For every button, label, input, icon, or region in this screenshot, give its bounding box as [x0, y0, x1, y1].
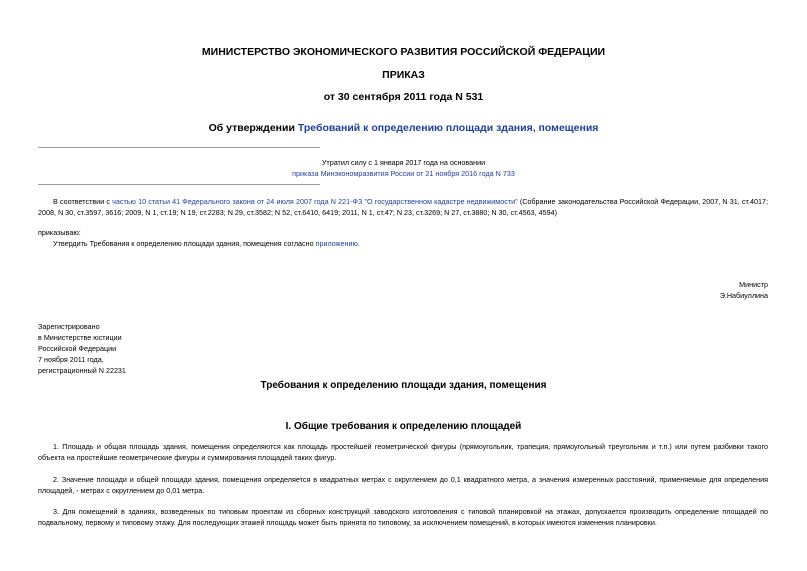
order-suffix: .	[357, 239, 360, 248]
appendix-link[interactable]: приложению	[315, 239, 358, 248]
registration-block	[38, 321, 126, 376]
divider-top	[38, 147, 320, 148]
signature-block	[720, 280, 768, 301]
registration-line: 7 ноября 2011 года,	[38, 355, 104, 364]
order-text: Утвердить Требования к определению площади здания, помещения согласно	[53, 239, 316, 248]
status-line: Утратил силу с 1 января 2017 года на основании	[321, 158, 486, 167]
status-link-line	[0, 169, 807, 179]
prikazyvayu-label: приказываю:	[38, 228, 81, 237]
registration-line: Российской Федерации	[38, 344, 117, 353]
requirement-paragraph-2: 2. Значение площади и общей площади здания, помещения определяется в квадратных метрах с округлением до 0,1 квадратного метра, а значения измеренных расстояний, применяемые для определения площадей, - метрах с округлением до 0,01 метра.	[38, 475, 768, 495]
doc-type-heading: ПРИКАЗ	[382, 69, 425, 81]
preamble-suffix: (Собрание законодательства Российской Федерации, 2007, N 31, ст.4017; 2008, N 30, ст.3597, 3616; 2009, N 1, ст.19; N 19, ст.2283; N 29, ст.3582; N 52, ст.6410, 6419; 2011, N 1, ст.47; N 23, ст.3269; N 27, ст.3880; N 30, ст.4563, 4594)	[38, 197, 769, 217]
signature-name: Э.Набиуллина	[719, 290, 768, 300]
requirements-title: Требования к определению площади здания, помещения	[260, 380, 547, 391]
requirement-paragraph-1: 1. Площадь и общая площадь здания, помещения определяются как площадь простейшей геометрической фигуры (прямоугольник, трапеция, прямоугольный треугольник и т.п.) или путем разбивки такого объекта на простейшие геометрические фигуры и суммирования площадей таких фигур.	[38, 442, 768, 462]
title-requirements-link[interactable]: Требований к определению площади здания, помещения	[297, 122, 599, 134]
title-prefix: Об утверждении	[208, 122, 298, 134]
date-number-heading: от 30 сентября 2011 года N 531	[323, 91, 484, 103]
section-title: I. Общие требования к определению площадей	[285, 421, 522, 432]
registration-line: Зарегистрировано	[38, 322, 100, 331]
repeal-order-link[interactable]: приказа Минэкономразвития России от 21 ноября 2016 года N 733	[292, 169, 515, 178]
federal-law-link[interactable]: частью 10 статьи 41 Федерального закона от 24 июля 2007 года N 221-ФЗ "О государственном кадастре недвижимости"	[112, 197, 518, 206]
preamble-paragraph	[38, 196, 768, 218]
registration-line: в Министерстве юстиции	[38, 333, 122, 342]
document-title	[0, 122, 807, 134]
preamble-prefix: В соответствии с	[53, 197, 113, 206]
signature-position: Министр	[739, 280, 768, 289]
ministry-heading: МИНИСТЕРСТВО ЭКОНОМИЧЕСКОГО РАЗВИТИЯ РОССИЙСКОЙ ФЕДЕРАЦИИ	[201, 46, 606, 58]
order-paragraph	[38, 238, 768, 249]
requirement-paragraph-3: 3. Для помещений в зданиях, возведенных по типовым проектам из сборных конструкций заводского изготовления с типовой планировкой на этажах, допускается производить определение площадей по подвальному, первому и типовому этажу. Для последующих этажей площадь может быть принята по типовому, за исключением помещений, в которых имеются изменения планировки.	[38, 507, 768, 527]
registration-line: регистрационный N 22231	[38, 366, 126, 375]
divider-bottom	[38, 184, 320, 185]
